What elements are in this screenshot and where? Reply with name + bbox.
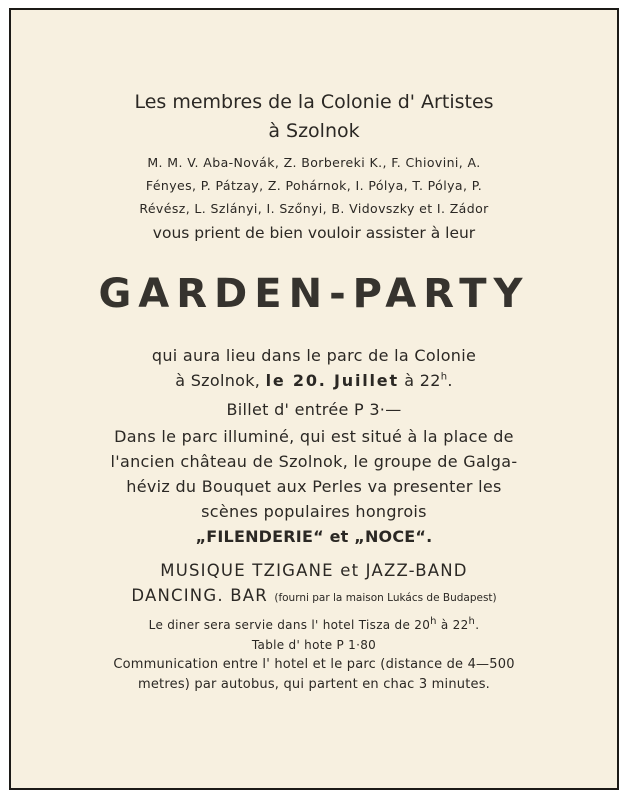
transport-line: metres) par autobus, qui partent en chac 3 minutes. — [138, 677, 490, 692]
music-block — [11, 558, 617, 611]
table-price: Table d' hote P 1·80 — [251, 638, 377, 652]
dinner-line — [11, 615, 617, 635]
event-date: le 20. Juillet — [265, 371, 399, 390]
invitation-line: vous prient de bien vouloir assister à leur — [152, 224, 476, 242]
venue-line-2 — [11, 368, 617, 393]
music-line-1: MUSIQUE TZIGANE et JAZZ-BAND — [160, 561, 468, 580]
member-line: Fényes, P. Pátzay, Z. Pohárnok, I. Pólya, T. Pólya, P. — [145, 178, 483, 193]
music-line-2 — [11, 583, 617, 611]
transport-line: Communication entre l' hotel et le parc (distance de 4—500 — [113, 657, 515, 672]
dinner-end-time: à 22 — [436, 618, 469, 632]
venue-block — [11, 343, 617, 393]
supplier-note: (fourni par la maison Lukács de Budapest) — [274, 592, 497, 604]
member-list — [11, 151, 617, 220]
venue-line-1: qui aura lieu dans le parc de la Colonie — [151, 346, 477, 365]
dinner-period: . — [475, 618, 480, 632]
description-line: scènes populaires hongrois — [201, 502, 427, 521]
show-titles: „FILENDERIE“ et „NOCE“. — [195, 527, 433, 546]
member-line: M. M. V. Aba-Novák, Z. Borbereki K., F. Chiovini, A. — [147, 155, 481, 170]
event-time-hour-mark: h — [440, 371, 448, 383]
member-line: Révész, L. Szlányi, I. Szőnyi, B. Vidovszky et I. Zádor — [139, 201, 489, 216]
event-time: à 22 — [398, 371, 441, 390]
ticket-price: Billet d' entrée P 3·— — [226, 400, 402, 419]
invitation-text — [11, 10, 617, 695]
dinner-text: Le diner sera servie dans l' hotel Tisza de 20 — [148, 618, 431, 632]
dinner-block — [11, 615, 617, 655]
transport-block — [11, 655, 617, 695]
heading-line-1: Les membres de la Colonie d' Artistes — [134, 91, 494, 113]
invitation-card — [9, 8, 619, 790]
description-line: l'ancien château de Szolnok, le groupe de Galga- — [110, 452, 518, 471]
dinner-hour-mark-2: h — [468, 616, 476, 627]
description-block — [11, 424, 617, 549]
description-line: Dans le parc illuminé, qui est situé à la place de — [114, 427, 514, 446]
dancing-bar-label: DANCING. BAR — [131, 586, 268, 605]
venue-city: à Szolnok, — [175, 371, 266, 390]
event-title: GARDEN-PARTY — [98, 271, 530, 317]
heading-line-2: à Szolnok — [268, 120, 360, 142]
dinner-hour-mark-1: h — [430, 616, 437, 627]
description-line: héviz du Bouquet aux Perles va presenter les — [126, 477, 502, 496]
venue-period: . — [447, 371, 453, 390]
